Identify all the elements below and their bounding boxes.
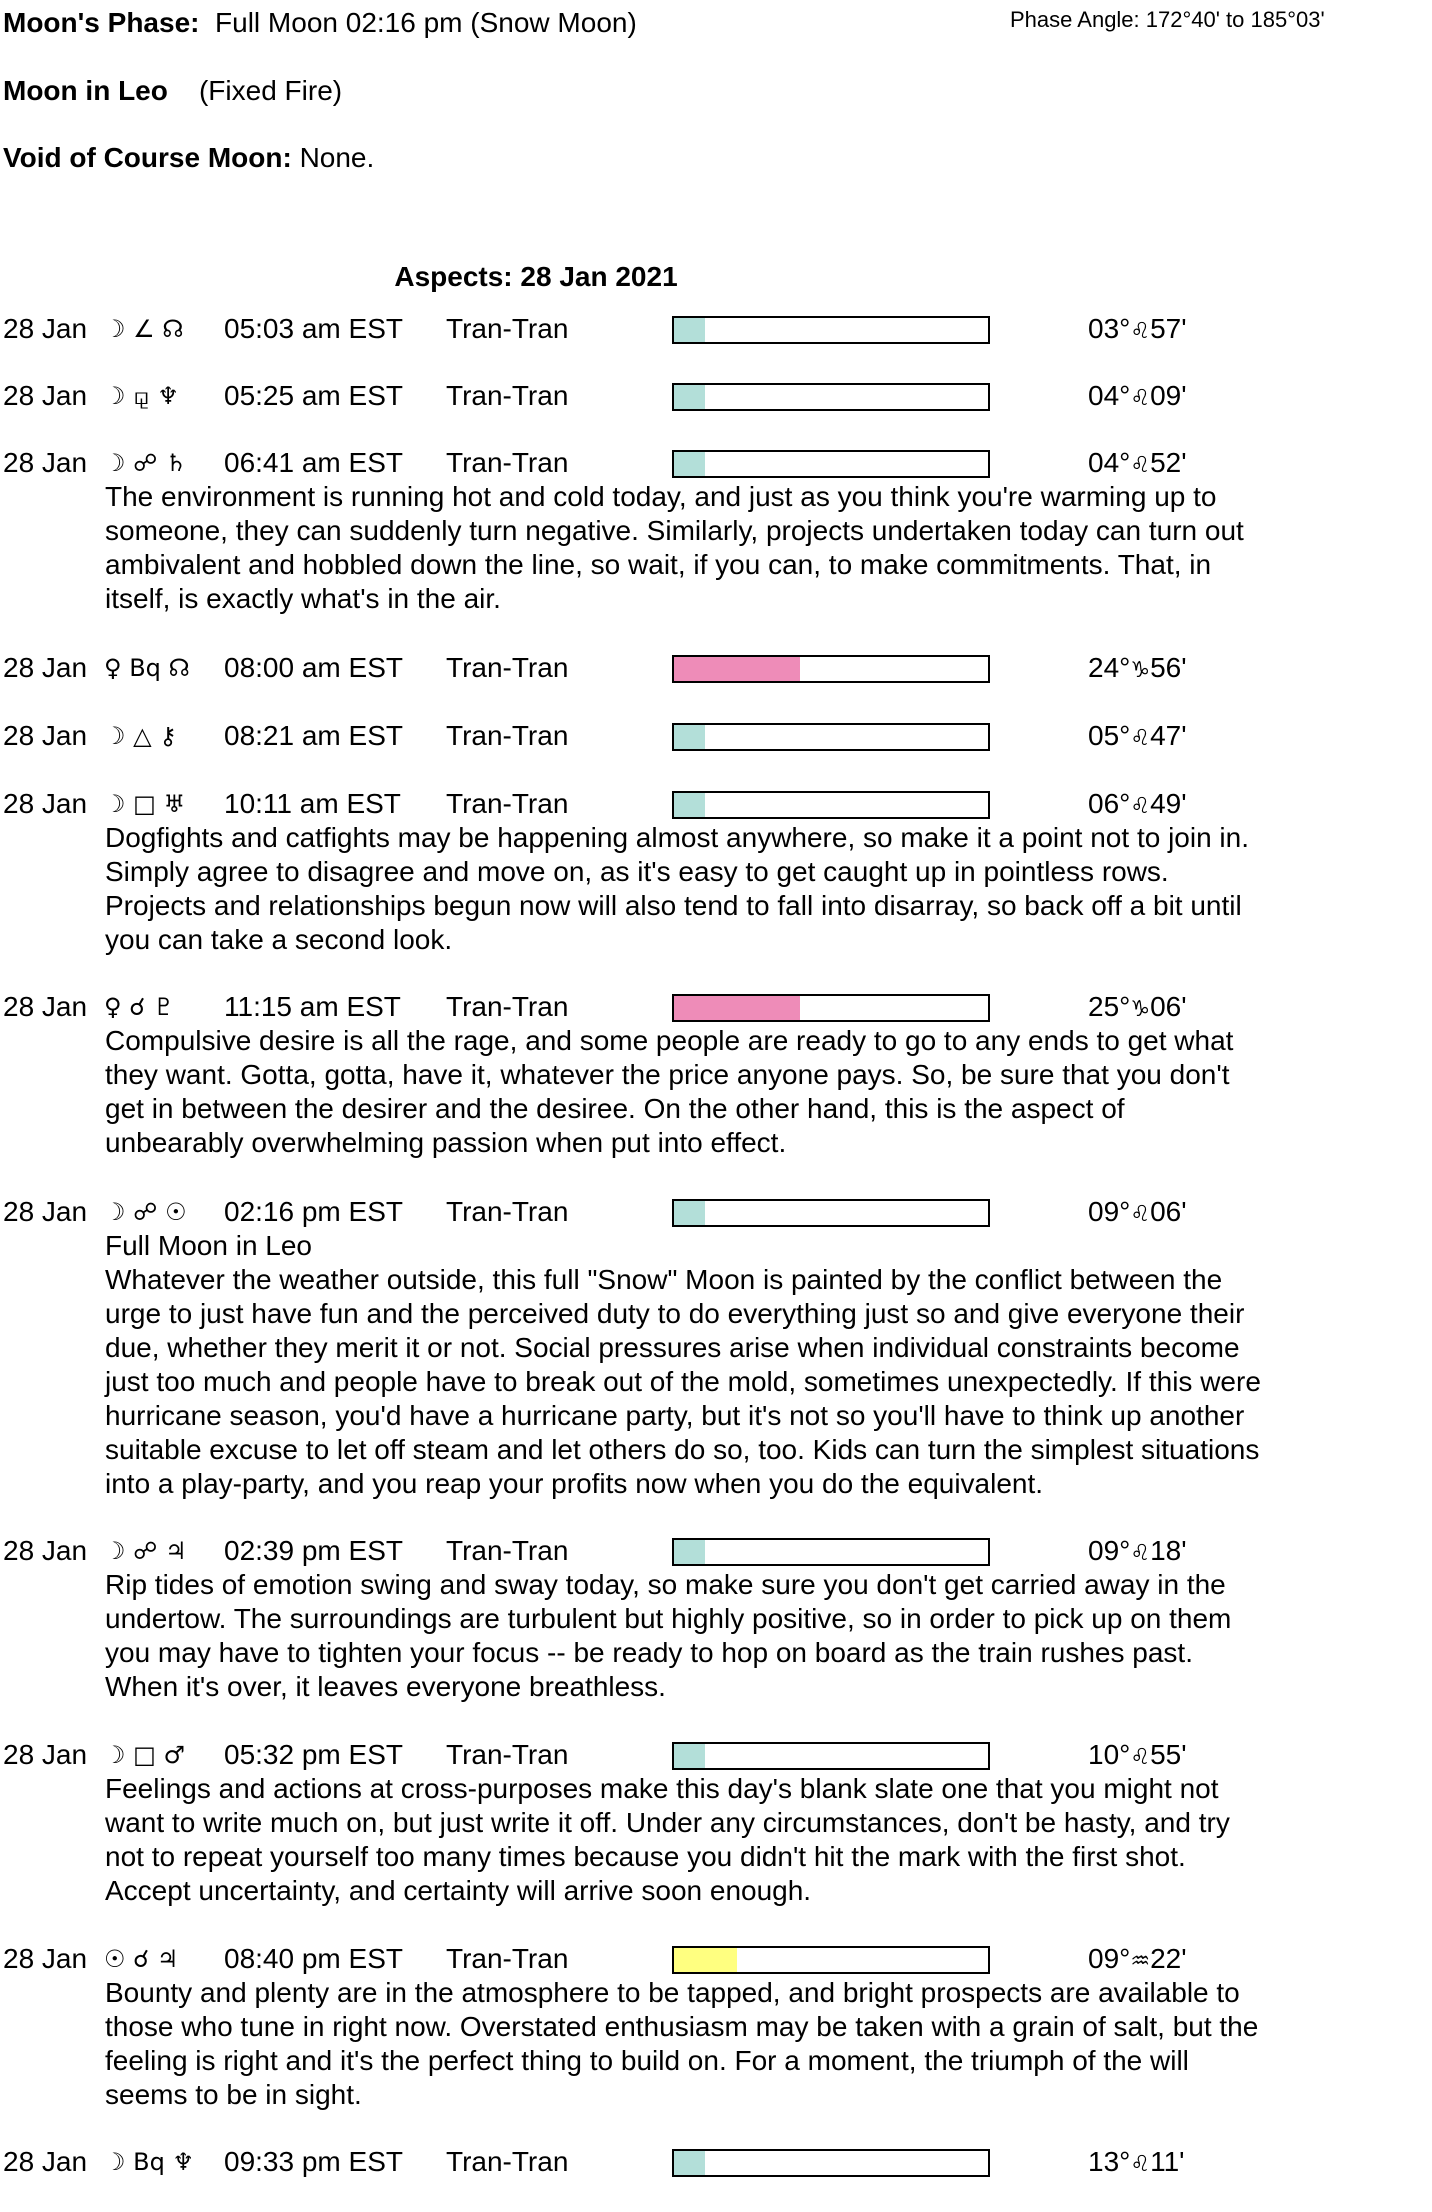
description-line: you can take a second look. bbox=[105, 924, 453, 955]
aspect-glyphs-icon: ☽ □ ♂ bbox=[104, 1741, 185, 1769]
description-line: they want. Gotta, gotta, have it, whatever the price anyone pays. So, be sure that you don't bbox=[105, 1059, 1230, 1090]
zodiac-sign-icon: ♑ bbox=[1130, 658, 1151, 683]
aspect-row bbox=[0, 1534, 1432, 1568]
description-line: just too much and people have to break out of the mold, sometimes unexpectedly. If this were bbox=[105, 1366, 1261, 1397]
strength-bar-fill bbox=[674, 318, 705, 342]
zodiac-sign-icon: ♌ bbox=[1130, 1541, 1151, 1566]
aspect-glyphs-icon: ☽ ☍ ☉ bbox=[104, 1198, 187, 1226]
aspect-position bbox=[1088, 1534, 1187, 1571]
description-line: into a play-party, and you reap your profits now when you do the equivalent. bbox=[105, 1468, 1044, 1499]
position-degrees: 25° bbox=[1088, 991, 1131, 1022]
aspect-glyphs-icon: ♀ ☌ ♇ bbox=[104, 993, 175, 1021]
description-line: Full Moon in Leo bbox=[105, 1230, 313, 1261]
aspect-date: 28 Jan bbox=[3, 1943, 88, 1974]
position-degrees: 04° bbox=[1088, 447, 1131, 478]
strength-bar bbox=[672, 383, 990, 411]
aspect-time: 06:41 am EST bbox=[224, 447, 403, 478]
aspect-position bbox=[1088, 379, 1187, 416]
aspect-type: Tran-Tran bbox=[446, 1196, 569, 1227]
strength-bar bbox=[672, 1199, 990, 1227]
strength-bar bbox=[672, 1742, 990, 1770]
description-line: urge to just have fun and the perceived duty to do everything just so and give everyone their bbox=[105, 1298, 1245, 1329]
zodiac-sign-icon: ♌ bbox=[1130, 2152, 1151, 2177]
strength-bar-fill bbox=[674, 1201, 705, 1225]
description-line: unbearably overwhelming passion when put into effect. bbox=[105, 1127, 787, 1158]
aspect-row bbox=[0, 379, 1432, 413]
aspect-date: 28 Jan bbox=[3, 720, 88, 751]
aspect-time: 08:21 am EST bbox=[224, 720, 403, 751]
aspect-row bbox=[0, 312, 1432, 346]
strength-bar bbox=[672, 1538, 990, 1566]
aspect-type: Tran-Tran bbox=[446, 1739, 569, 1770]
strength-bar-fill bbox=[674, 793, 705, 817]
description-line: Bounty and plenty are in the atmosphere to be tapped, and bright prospects are available to bbox=[105, 1977, 1240, 2008]
aspect-date: 28 Jan bbox=[3, 447, 88, 478]
aspect-position bbox=[1088, 446, 1187, 483]
aspect-time: 08:40 pm EST bbox=[224, 1943, 403, 1974]
void-of-course-value: None. bbox=[299, 142, 375, 173]
aspect-position bbox=[1088, 990, 1187, 1027]
aspect-position bbox=[1088, 651, 1187, 688]
description-line: suitable excuse to let off steam and let others do so, too. Kids can turn the simplest situations bbox=[105, 1434, 1260, 1465]
strength-bar-fill bbox=[674, 657, 800, 681]
aspect-glyphs-icon: ☽ ☍ ♄ bbox=[104, 449, 187, 477]
position-degrees: 24° bbox=[1088, 652, 1131, 683]
zodiac-sign-icon: ♌ bbox=[1130, 794, 1151, 819]
aspect-glyphs-icon: ☽ ⚼ ♆ bbox=[104, 382, 179, 410]
zodiac-sign-icon: ♌ bbox=[1130, 726, 1151, 751]
position-minutes: 47' bbox=[1150, 720, 1187, 751]
position-degrees: 05° bbox=[1088, 720, 1131, 751]
void-of-course-line bbox=[3, 141, 374, 175]
zodiac-sign-icon: ♑ bbox=[1130, 997, 1151, 1022]
strength-bar-fill bbox=[674, 725, 705, 749]
aspects-title: Aspects: 28 Jan 2021 bbox=[394, 261, 678, 292]
description-line: hurricane season, you'd have a hurricane party, but it's not so you'll have to think up another bbox=[105, 1400, 1245, 1431]
strength-bar-fill bbox=[674, 1744, 705, 1768]
description-line: When it's over, it leaves everyone breathless. bbox=[105, 1671, 666, 1702]
zodiac-sign-icon: ♌ bbox=[1130, 1202, 1151, 1227]
aspect-position bbox=[1088, 1942, 1187, 1979]
aspect-time: 10:11 am EST bbox=[224, 788, 401, 819]
aspect-type: Tran-Tran bbox=[446, 788, 569, 819]
aspect-glyphs-icon: ☽ □ ♅ bbox=[104, 790, 185, 818]
aspect-type: Tran-Tran bbox=[446, 1943, 569, 1974]
description-line: you may have to tighten your focus -- be ready to hop on board as the train rushes past. bbox=[105, 1637, 1193, 1668]
aspect-time: 02:39 pm EST bbox=[224, 1535, 403, 1566]
aspect-type: Tran-Tran bbox=[446, 313, 569, 344]
aspect-row bbox=[0, 1942, 1432, 1976]
position-minutes: 52' bbox=[1150, 447, 1187, 478]
description-line: seems to be in sight. bbox=[105, 2079, 362, 2110]
void-of-course-label: Void of Course Moon: bbox=[3, 142, 292, 173]
aspect-glyphs-icon: ☉ ☌ ♃ bbox=[104, 1945, 179, 1973]
description-line: due, whether they merit it or not. Social pressures arise when individual constraints become bbox=[105, 1332, 1240, 1363]
aspect-glyphs-icon: ♀ Bq ☊ bbox=[104, 654, 190, 682]
aspect-position bbox=[1088, 719, 1187, 756]
description-line: feeling is right and it's the perfect thing to build on. For a moment, the triumph of the will bbox=[105, 2045, 1189, 2076]
description-line: Rip tides of emotion swing and sway today, so make sure you don't get carried away in the bbox=[105, 1569, 1226, 1600]
position-degrees: 04° bbox=[1088, 380, 1131, 411]
description-line: Simply agree to disagree and move on, as it's easy to get caught up in pointless rows. bbox=[105, 856, 1169, 887]
description-line: those who tune in right now. Overstated enthusiasm may be taken with a grain of salt, but the bbox=[105, 2011, 1259, 2042]
position-minutes: 55' bbox=[1150, 1739, 1187, 1770]
description-line: undertow. The surroundings are turbulent but highly positive, so in order to pick up on them bbox=[105, 1603, 1232, 1634]
description-line: itself, is exactly what's in the air. bbox=[105, 583, 501, 614]
aspect-row bbox=[0, 651, 1432, 685]
description-line: The environment is running hot and cold today, and just as you think you're warming up to bbox=[105, 481, 1217, 512]
strength-bar bbox=[672, 723, 990, 751]
zodiac-sign-icon: ♌ bbox=[1130, 453, 1151, 478]
aspect-date: 28 Jan bbox=[3, 652, 88, 683]
aspect-date: 28 Jan bbox=[3, 2146, 88, 2177]
strength-bar-fill bbox=[674, 385, 705, 409]
strength-bar-fill bbox=[674, 2151, 705, 2175]
position-minutes: 49' bbox=[1150, 788, 1187, 819]
moon-phase-label: Moon's Phase: bbox=[3, 7, 200, 38]
position-degrees: 13° bbox=[1088, 2146, 1131, 2177]
aspect-time: 11:15 am EST bbox=[224, 991, 401, 1022]
aspect-date: 28 Jan bbox=[3, 380, 88, 411]
aspect-time: 05:25 am EST bbox=[224, 380, 403, 411]
aspect-row bbox=[0, 787, 1432, 821]
strength-bar-fill bbox=[674, 996, 800, 1020]
aspect-type: Tran-Tran bbox=[446, 380, 569, 411]
aspect-description bbox=[105, 480, 1425, 616]
aspect-description bbox=[105, 1976, 1425, 2112]
aspect-position bbox=[1088, 787, 1187, 824]
aspect-description bbox=[105, 821, 1425, 957]
position-degrees: 09° bbox=[1088, 1535, 1131, 1566]
description-line: Compulsive desire is all the rage, and some people are ready to go to any ends to get what bbox=[105, 1025, 1234, 1056]
aspect-type: Tran-Tran bbox=[446, 652, 569, 683]
moon-sign-label: Moon in Leo bbox=[3, 75, 168, 106]
aspect-date: 28 Jan bbox=[3, 1739, 88, 1770]
strength-bar-fill bbox=[674, 1540, 705, 1564]
aspect-description bbox=[105, 1568, 1425, 1704]
position-degrees: 03° bbox=[1088, 313, 1131, 344]
description-line: Dogfights and catfights may be happening almost anywhere, so make it a point not to join in. bbox=[105, 822, 1250, 853]
aspect-description bbox=[105, 1229, 1425, 1501]
aspect-type: Tran-Tran bbox=[446, 447, 569, 478]
description-line: Accept uncertainty, and certainty will arrive soon enough. bbox=[105, 1875, 812, 1906]
aspect-position bbox=[1088, 1195, 1187, 1232]
moon-sign-line bbox=[3, 74, 342, 108]
strength-bar-fill bbox=[674, 1948, 737, 1972]
aspect-type: Tran-Tran bbox=[446, 720, 569, 751]
description-line: not to repeat yourself too many times because you didn't hit the mark with the first shot. bbox=[105, 1841, 1186, 1872]
aspect-type: Tran-Tran bbox=[446, 2146, 569, 2177]
strength-bar bbox=[672, 450, 990, 478]
moon-phase-value: Full Moon 02:16 pm (Snow Moon) bbox=[215, 7, 637, 38]
position-minutes: 11' bbox=[1150, 2146, 1185, 2177]
description-line: someone, they can suddenly turn negative. Similarly, projects undertaken today can turn out bbox=[105, 515, 1244, 546]
position-minutes: 06' bbox=[1150, 1196, 1187, 1227]
position-minutes: 18' bbox=[1150, 1535, 1187, 1566]
description-line: Projects and relationships begun now will also tend to fall into disarray, so back off a bit until bbox=[105, 890, 1242, 921]
aspect-row bbox=[0, 1195, 1432, 1229]
aspect-row bbox=[0, 990, 1432, 1024]
aspect-type: Tran-Tran bbox=[446, 991, 569, 1022]
strength-bar bbox=[672, 2149, 990, 2177]
aspect-date: 28 Jan bbox=[3, 788, 88, 819]
strength-bar bbox=[672, 994, 990, 1022]
aspect-glyphs-icon: ☽ Bq ♆ bbox=[104, 2148, 194, 2176]
aspect-time: 08:00 am EST bbox=[224, 652, 403, 683]
aspect-glyphs-icon: ☽ ☍ ♃ bbox=[104, 1537, 187, 1565]
zodiac-sign-icon: ♌ bbox=[1130, 1745, 1151, 1770]
moon-sign-value: (Fixed Fire) bbox=[198, 75, 343, 106]
aspect-time: 05:03 am EST bbox=[224, 313, 403, 344]
zodiac-sign-icon: ♌ bbox=[1130, 386, 1151, 411]
description-line: ambivalent and hobbled down the line, so wait, if you can, to make commitments. That, in bbox=[105, 549, 1212, 580]
position-minutes: 09' bbox=[1150, 380, 1187, 411]
aspect-description bbox=[105, 1772, 1425, 1908]
zodiac-sign-icon: ♌ bbox=[1130, 319, 1151, 344]
aspect-position bbox=[1088, 1738, 1187, 1775]
aspect-date: 28 Jan bbox=[3, 991, 88, 1022]
aspect-type: Tran-Tran bbox=[446, 1535, 569, 1566]
aspect-position bbox=[1088, 2145, 1185, 2182]
aspect-date: 28 Jan bbox=[3, 1196, 88, 1227]
description-line: get in between the desirer and the desiree. On the other hand, this is the aspect of bbox=[105, 1093, 1125, 1124]
position-degrees: 06° bbox=[1088, 788, 1131, 819]
strength-bar bbox=[672, 655, 990, 683]
position-degrees: 09° bbox=[1088, 1196, 1131, 1227]
strength-bar bbox=[672, 316, 990, 344]
aspect-date: 28 Jan bbox=[3, 313, 88, 344]
aspect-glyphs-icon: ☽ ∠ ☊ bbox=[104, 315, 184, 343]
position-degrees: 09° bbox=[1088, 1943, 1131, 1974]
aspect-time: 09:33 pm EST bbox=[224, 2146, 403, 2177]
aspect-glyphs-icon: ☽ △ ⚷ bbox=[104, 722, 177, 750]
position-minutes: 06' bbox=[1150, 991, 1187, 1022]
description-line: Feelings and actions at cross-purposes make this day's blank slate one that you might not bbox=[105, 1773, 1219, 1804]
position-minutes: 57' bbox=[1150, 313, 1187, 344]
aspect-row bbox=[0, 446, 1432, 480]
strength-bar bbox=[672, 791, 990, 819]
phase-angle: Phase Angle: 172°40' to 185°03' bbox=[1010, 7, 1325, 32]
position-minutes: 22' bbox=[1150, 1943, 1187, 1974]
moon-phase-line bbox=[3, 6, 637, 40]
position-degrees: 10° bbox=[1088, 1739, 1131, 1770]
strength-bar-fill bbox=[674, 452, 705, 476]
aspect-row bbox=[0, 1738, 1432, 1772]
position-minutes: 56' bbox=[1150, 652, 1187, 683]
strength-bar bbox=[672, 1946, 990, 1974]
description-line: want to write much on, but just write it off. Under any circumstances, don't be hasty, and try bbox=[105, 1807, 1230, 1838]
aspect-description bbox=[105, 1024, 1425, 1160]
aspect-time: 02:16 pm EST bbox=[224, 1196, 403, 1227]
description-line: Whatever the weather outside, this full "Snow" Moon is painted by the conflict between the bbox=[105, 1264, 1223, 1295]
aspect-row bbox=[0, 2145, 1432, 2179]
aspect-position bbox=[1088, 312, 1187, 349]
aspect-date: 28 Jan bbox=[3, 1535, 88, 1566]
aspect-row bbox=[0, 719, 1432, 753]
aspect-time: 05:32 pm EST bbox=[224, 1739, 403, 1770]
zodiac-sign-icon: ♒ bbox=[1130, 1949, 1151, 1974]
